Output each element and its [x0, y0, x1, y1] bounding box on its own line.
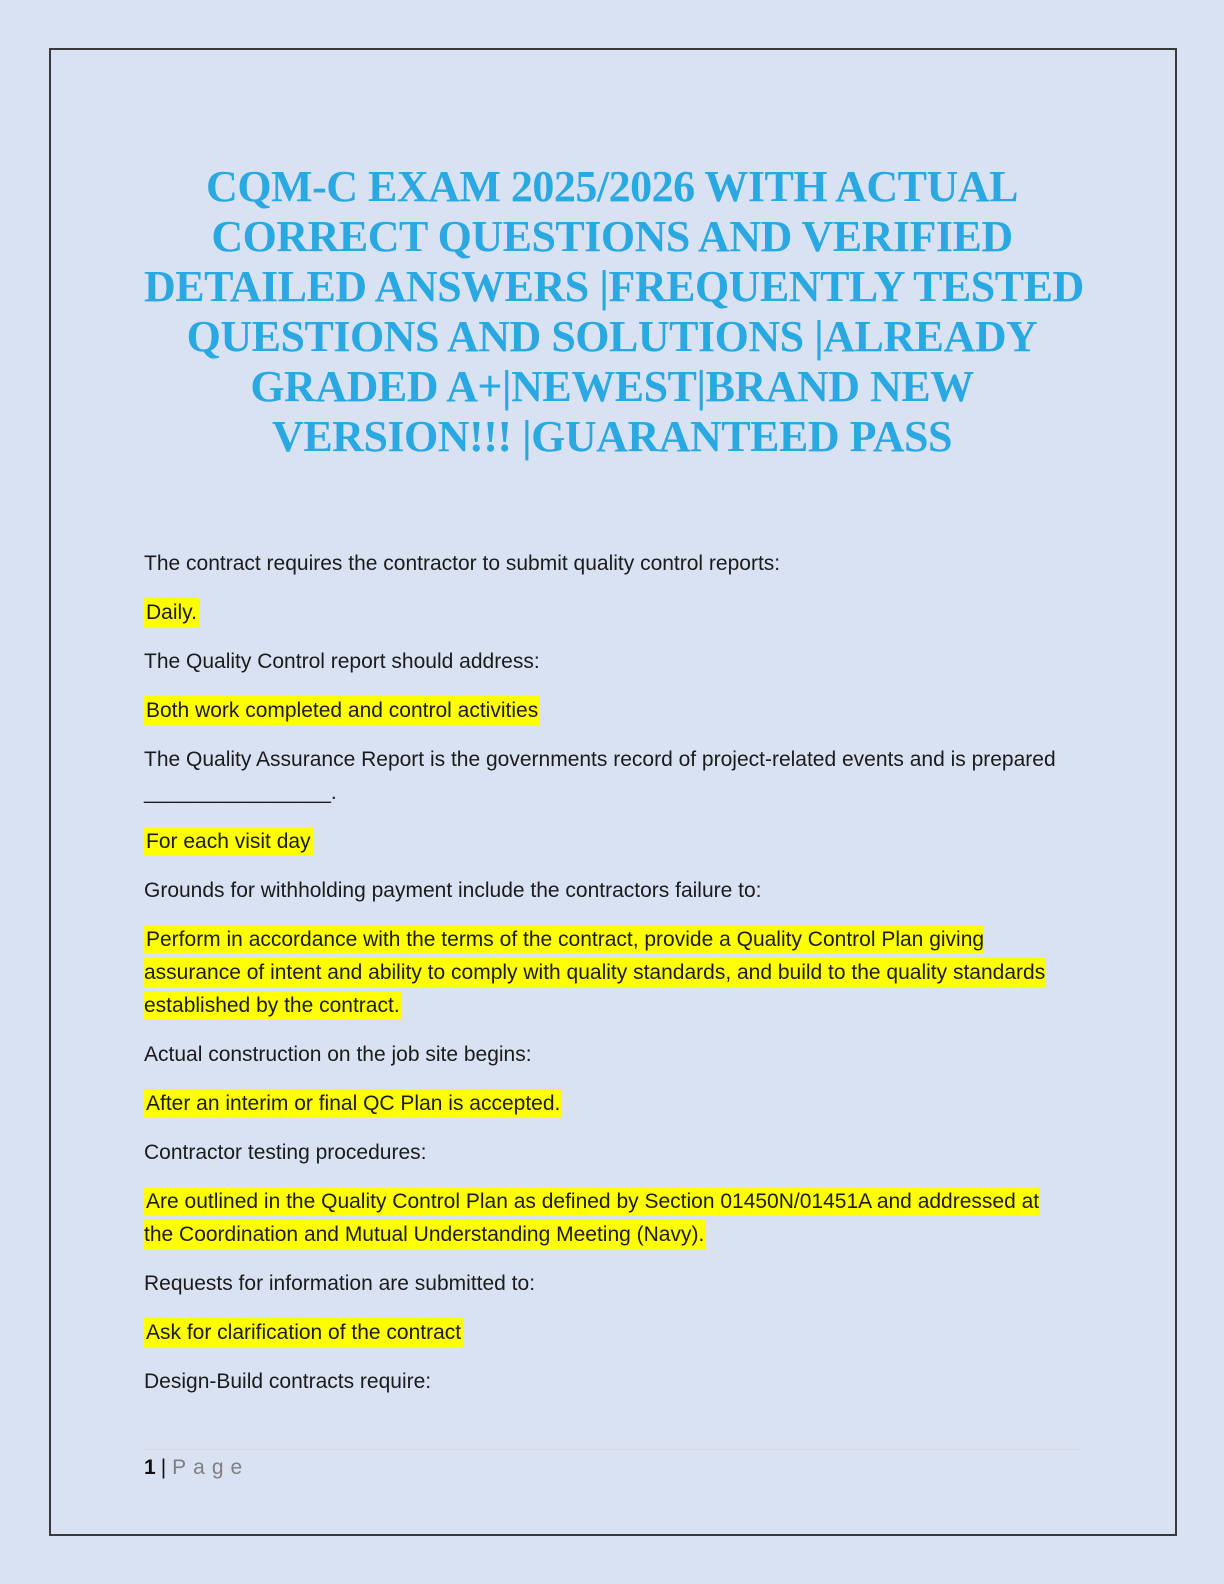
document-title-line: GRADED A+|NEWEST|BRAND NEW	[250, 362, 974, 411]
page-number: 1	[144, 1456, 156, 1479]
question-text: The Quality Control report should address:	[144, 650, 540, 673]
answer-highlight: Ask for clarification of the contract	[144, 1318, 463, 1347]
footer-separator: |	[160, 1456, 167, 1479]
question-text: Contractor testing procedures:	[144, 1141, 427, 1164]
answer-paragraph	[144, 1087, 1066, 1120]
answer-highlight: Both work completed and control activities	[144, 696, 540, 725]
answer-highlight: Perform in accordance with the terms of the contract, provide a Quality Control Plan giving assurance of intent and ability to comply with quality standards, and build to the quality standards established by the contract.	[144, 925, 1045, 1020]
question-text: The Quality Assurance Report is the governments record of project-related events and is prepared ________________.	[144, 748, 1056, 804]
answer-paragraph	[144, 923, 1066, 1022]
answer-paragraph	[144, 1316, 1066, 1349]
answer-highlight: After an interim or final QC Plan is accepted.	[144, 1089, 562, 1118]
document-title-line: DETAILED ANSWERS |FREQUENTLY TESTED	[144, 262, 1084, 311]
document-title	[144, 162, 1084, 462]
question-text: Design-Build contracts require:	[144, 1370, 432, 1393]
answer-paragraph	[144, 1185, 1066, 1251]
question-text: Requests for information are submitted to:	[144, 1272, 536, 1295]
page-footer	[144, 1449, 1080, 1484]
page-content	[144, 0, 1084, 1414]
answer-highlight: For each visit day	[144, 827, 313, 856]
document-title-line: CQM-C EXAM 2025/2026 WITH ACTUAL	[206, 162, 1018, 211]
question-text: The contract requires the contractor to submit quality control reports:	[144, 552, 781, 575]
answer-highlight: Are outlined in the Quality Control Plan as defined by Section 01450N/01451A and addressed at the Coordination and Mutual Understanding Meeting (Navy).	[144, 1187, 1039, 1249]
question-text: Actual construction on the job site begins:	[144, 1043, 532, 1066]
answer-highlight: Daily.	[144, 598, 199, 627]
document-body	[144, 547, 1066, 1398]
document-title-line: CORRECT QUESTIONS AND VERIFIED	[211, 212, 1013, 261]
footer-text	[144, 1451, 1080, 1484]
question-text: Grounds for withholding payment include the contractors failure to:	[144, 879, 762, 902]
answer-paragraph	[144, 596, 1066, 629]
document-title-line: QUESTIONS AND SOLUTIONS |ALREADY	[186, 312, 1038, 361]
footer-page-label: Page	[172, 1456, 250, 1479]
answer-paragraph	[144, 694, 1066, 727]
answer-paragraph	[144, 825, 1066, 858]
document-title-line: VERSION!!! |GUARANTEED PASS	[272, 412, 952, 461]
